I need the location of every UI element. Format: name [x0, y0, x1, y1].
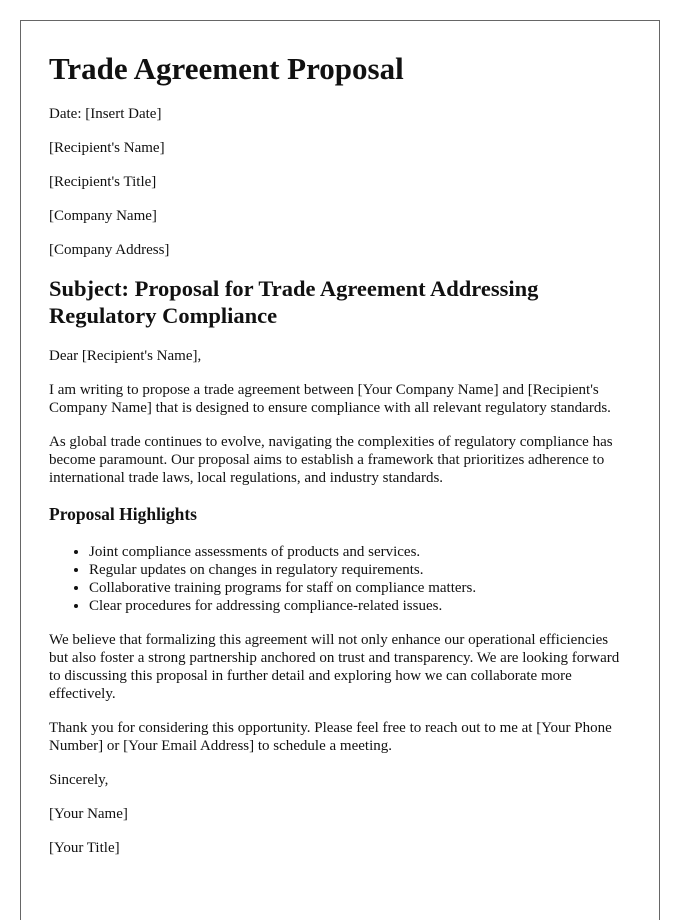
salutation: Dear [Recipient's Name], [49, 348, 202, 364]
sender-name: [Your Name] [49, 806, 128, 822]
closing: Sincerely, [49, 772, 109, 788]
body-paragraph-1: I am writing to propose a trade agreement between [Your Company Name] and [Recipient's Company Name] that is designed to ensure compliance with all relevant regulatory standards. [49, 382, 611, 416]
date-line: Date: [Insert Date] [49, 106, 162, 122]
sender-title: [Your Title] [49, 840, 120, 856]
list-item: • Regular updates on changes in regulatory requirements. [89, 561, 631, 579]
body-paragraph-2: As global trade continues to evolve, navigating the complexities of regulatory compliance has become paramount. Our proposal aims to establish a framework that prioritizes adherence to international trade laws, local regulations, and industry standards. [49, 434, 613, 486]
highlights-heading: Proposal Highlights [49, 504, 197, 524]
subject-heading: Subject: Proposal for Trade Agreement Addressing Regulatory Compliance [49, 276, 539, 328]
company-address: [Company Address] [49, 242, 170, 258]
body-paragraph-3: We believe that formalizing this agreement will not only enhance our operational efficiencies but also foster a strong partnership anchored on trust and transparency. We are looking forward to discussing this proposal in further detail and exploring how we can collaborate more effectively. [49, 632, 620, 702]
recipient-title: [Recipient's Title] [49, 174, 157, 190]
body-paragraph-4: Thank you for considering this opportunity. Please feel free to reach out to me at [Your Phone Number] or [Your Email Address] to schedule a meeting. [49, 720, 612, 754]
list-item: • Joint compliance assessments of products and services. [89, 543, 631, 561]
list-item: • Clear procedures for addressing compliance-related issues. [89, 597, 631, 615]
list-item: • Collaborative training programs for staff on compliance matters. [89, 579, 631, 597]
highlights-list [49, 543, 631, 615]
recipient-name: [Recipient's Name] [49, 140, 165, 156]
company-name: [Company Name] [49, 208, 157, 224]
document-title: Trade Agreement Proposal [49, 51, 404, 86]
letter-page [20, 20, 660, 920]
